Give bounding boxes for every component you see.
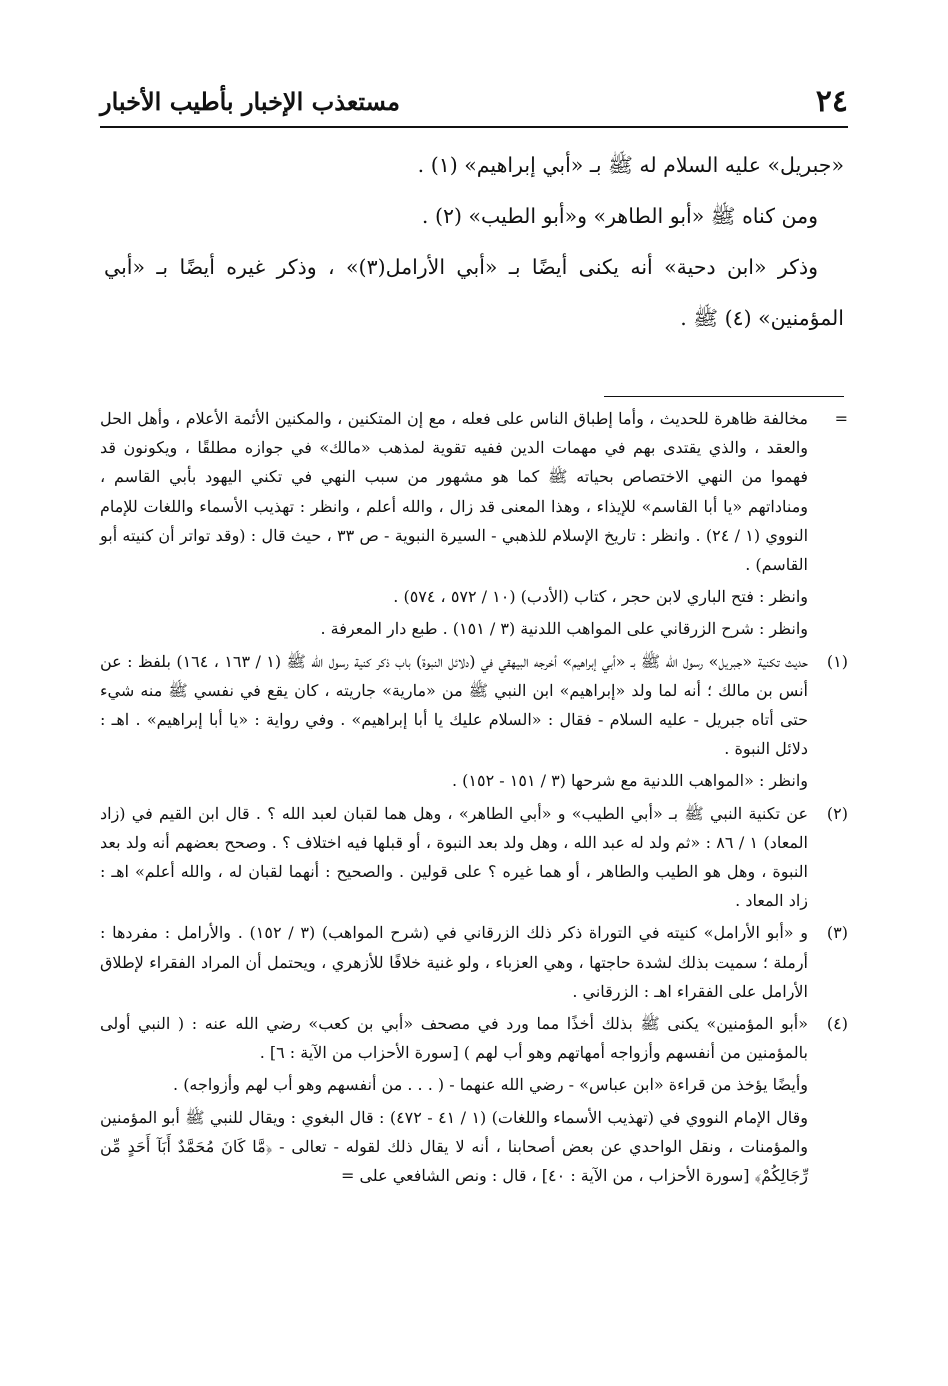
footnote-marker: (٢) (826, 803, 848, 823)
footnote-text: مخالفة ظاهرة للحديث ، وأما إطباق الناس على فعله ، مع إن المتكنين ، والمكنين الأئمة الأعلام ، وأهل الحل والعقد ، والذي يقتدى بهم في مهمات الدين ففيه تقوية لمذهب «مالك» في جوازه مطلقًا ، ويكونون قد فهموا من النهي الاختصاص بحياته ﷺ كما هو مشهور من سبب النهي في تكني اليهود بأبي القاسم ، ومناداتهم «يا أبا القاسم» للإيذاء ، وهذا المعنى قد زال ، والله أعلم ، وانظر : تهذيب الأسماء واللغات للإمام النووي (١ / ٢٤) . وانظر : تاريخ الإسلام للذهبي - السيرة النبوية - ص ٣٣ ، حيث قال : (وقد تواتر أن كنيته أبو القاسم) . (100, 409, 809, 575)
footnote-body (100, 647, 808, 796)
footnote-1 (100, 647, 848, 796)
footnotes (100, 404, 848, 1193)
footnote-text: وأيضًا يؤخذ من قراءة «ابن عباس» - رضي الله عنهما - ( . . . من أنفسهم وهو أب لهم وأزواجه) . (173, 1075, 808, 1095)
footnote-text: «أبو المؤمنين» يكنى ﷺ بذلك أخذًا مما ورد في مصحف «أبي بن كعب» رضي الله عنه : ( النبي أولى بالمؤمنين من أنفسهم وأزواجه أمهاتهم وهو أب لهم ) [سورة الأحزاب من الآية : ٦] . (100, 1014, 808, 1063)
footnote-text: وقال الإمام النووي في (تهذيب الأسماء واللغات) (١ / ٤١ - ٤٧٢) : قال البغوي : ويقال للنبي ﷺ أبو المؤمنين والمؤمنات ، ونقل الواحدي عن بعض أصحابنا ، أنه لا يقال ذلك لقوله - تعالى - ﴿مَّا كَانَ مُحَمَّدٌ أَبَآ أَحَدٍ مِّن رِّجَالِكُمْ﴾ [سورة الأحزاب ، من الآية : ٤٠] ، قال : ونص الشافعي على = (100, 1107, 808, 1186)
footnote-marker: (١) (826, 651, 848, 671)
header-rule (100, 126, 848, 128)
footnote-text: و «أبو الأرامل» كنيته في التوراة ذكر ذلك الزرقاني في (شرح المواهب) (٣ / ١٥٢) . والأرامل : مفردها : أرملة ؛ سميت بذلك لشدة حاجتها ، وهي العزباء ، ولو غنية خلافًا للأزهري ، ويحتمل أن المراد الفقراء لإطلاق الأرامل على الفقراء اهـ : الزرقاني . (100, 923, 809, 1001)
main-paragraph: «جبريل» عليه السلام له ﷺ بـ «أبي إبراهيم» (١) . (417, 153, 844, 177)
main-text (104, 140, 844, 344)
footnote-text: عن تكنية النبي ﷺ بـ «أبي الطيب» و «أبي الطاهر» ، وهل هما لقبان لعبد الله ؟ . قال ابن القيم في (زاد المعاد) ١ / ٨٦ : «ثم ولد له عبد الله ، وهل ولد بعد النبوة ، أو قبلها فيه اختلاف ؟ . وصحح بعضهم أنه ولد بعد النبوة ، وهل هو الطيب والطاهر ، أو هما غيره ؟ على قولين . والصحيح : أنهما لقبان له ، والله أعلم» اهـ : زاد المعاد . (100, 803, 809, 911)
footnote-body (100, 918, 808, 1006)
footnote-separator (604, 396, 844, 397)
footnote-text: وانظر : شرح الزرقاني على المواهب اللدنية (٣ / ١٥١) . طبع دار المعرفة . (320, 619, 808, 639)
footnote-marker: = (834, 409, 848, 428)
footnote-body (100, 799, 808, 916)
footnote-2 (100, 799, 848, 916)
footnote-text: وانظر : فتح الباري لابن حجر ، كتاب (الأدب) (١٠ / ٥٧٢ ، ٥٧٤) . (393, 587, 808, 607)
footnote-text: وانظر : «المواهب اللدنية مع شرحها (٣ / ١٥١ - ١٥٢) . (452, 771, 808, 791)
footnote-3 (100, 918, 848, 1006)
main-paragraph: ومن كناه ﷺ «أبو الطاهر» و«أبو الطيب» (٢) . (421, 204, 818, 228)
footnote-marker: (٤) (826, 1014, 848, 1034)
page-header (100, 82, 848, 122)
page-number: ٢٤ (815, 84, 848, 119)
footnote-marker: (٣) (826, 923, 848, 943)
footnote-text: حديث تكنية «جبريل» رسول الله ﷺ بـ «أبي إبراهيم» أخرجه البيهقي في (دلائل النبوة) باب ذكر كنية رسول الله ﷺ (١ / ١٦٣ ، ١٦٤) بلفظ : عن أنس بن مالك ؛ أنه لما ولد «إبراهيم» ابن النبي ﷺ من «مارية» جاريته ، كان يقع في نفسي ﷺ منه شيء حتى أتاه جبريل - عليه السلام - فقال : «السلام عليك يا أبا إبراهيم» . وفي رواية : «يا أبا إبراهيم» . اهـ : دلائل النبوة . (100, 651, 809, 759)
footnote-body (100, 1009, 808, 1190)
running-title: مستعذب الإخبار بأطيب الأخبار (100, 87, 400, 116)
footnote-continued (100, 404, 848, 644)
footnote-4 (100, 1009, 848, 1190)
footnote-body (100, 404, 808, 644)
main-paragraph: وذكر «ابن دحية» أنه يكنى أيضًا بـ «أبي الأرامل(٣)» ، وذكر غيره أيضًا بـ «أبي المؤمنين» (٤) ﷺ . (104, 255, 844, 330)
